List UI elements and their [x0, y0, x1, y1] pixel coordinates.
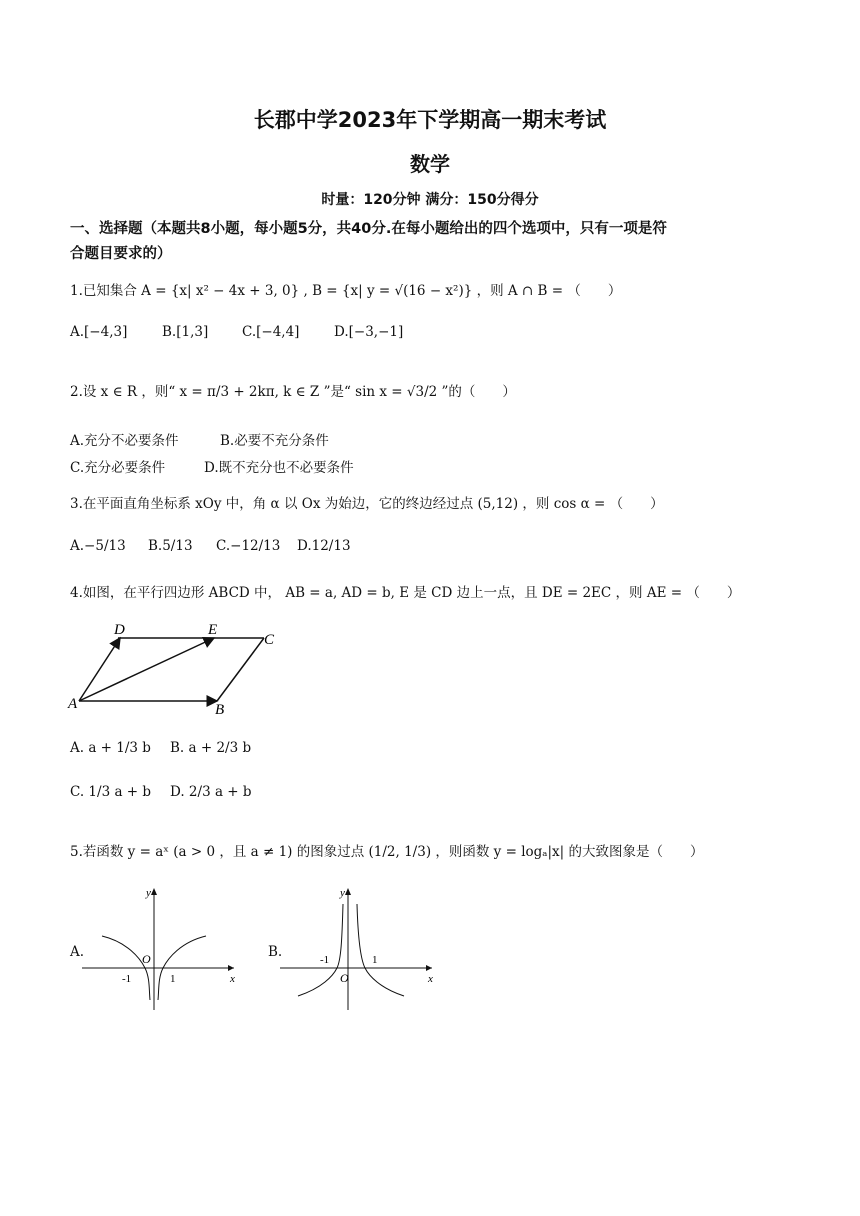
question-3-stem: 3.在平面直角坐标系 xOy 中，角 α 以 Ox 为始边，它的终边经过点 (5,12) ，则 cos α = （ ） — [70, 496, 664, 512]
graph-b-origin: O — [340, 971, 349, 985]
graph-a — [82, 884, 242, 1014]
question-3-option-b: B.5/13 — [148, 538, 193, 554]
question-1-option-b: B.[1,3] — [162, 324, 209, 340]
question-1-option-c: C.[−4,4] — [242, 324, 300, 340]
question-3-option-c: C.−12/13 — [216, 538, 281, 554]
graph-b-one: 1 — [372, 954, 378, 966]
graph-a-neg-one: -1 — [122, 973, 132, 985]
question-4-stem: 4.如图，在平行四边形 ABCD 中， AB = a, AD = b, E 是 CD 边上一点，且 DE = 2EC ，则 AE = （ ） — [70, 585, 741, 601]
section-heading-line2: 合题目要求的） — [70, 246, 172, 262]
graph-b-neg-one: -1 — [320, 954, 330, 966]
question-2-option-a: A.充分不必要条件 — [70, 433, 179, 449]
label-b: B — [215, 702, 225, 718]
question-4-option-b: B. a + 2/3 b — [170, 740, 252, 756]
label-e: E — [208, 622, 218, 638]
question-2-option-d: D.既不充分也不必要条件 — [204, 460, 354, 476]
parallelogram-figure — [64, 618, 284, 718]
graph-a-origin: O — [142, 952, 151, 966]
question-1-option-d: D.[−3,−1] — [334, 324, 404, 340]
question-3-option-d: D.12/13 — [297, 538, 351, 554]
question-4-option-a: A. a + 1/3 b — [70, 740, 151, 756]
question-4-option-d: D. 2/3 a + b — [170, 784, 252, 800]
graph-a-one: 1 — [170, 973, 176, 985]
question-3-option-a: A.−5/13 — [70, 538, 126, 554]
question-2-option-b: B.必要不充分条件 — [220, 433, 329, 449]
question-5-stem: 5.若函数 y = aˣ (a > 0 ，且 a ≠ 1) 的图象过点 (1/2, 1/3) ，则函数 y = logₐ|x| 的大致图象是（ ） — [70, 844, 704, 860]
label-d: D — [114, 622, 125, 638]
graph-b — [280, 884, 440, 1014]
label-a: A — [68, 696, 78, 712]
edge-cb — [217, 638, 264, 701]
question-1-option-a: A.[−4,3] — [70, 324, 128, 340]
graph-b-y-label: y — [340, 887, 345, 899]
section-heading-line1: 一、选择题（本题共8小题，每小题5分，共40分.在每小题给出的四个选项中，只有一项是符 — [70, 221, 667, 237]
graph-a-y-label: y — [146, 887, 151, 899]
question-1-stem: 1.已知集合 A = {x| x² − 4x + 3, 0} , B = {x| y = √(16 − x²)} ，则 A ∩ B = （ ） — [70, 283, 622, 299]
graph-a-label: A. — [70, 944, 85, 960]
question-4-option-c: C. 1/3 a + b — [70, 784, 152, 800]
question-2-option-c: C.充分必要条件 — [70, 460, 166, 476]
graph-b-x-label: x — [428, 973, 433, 985]
question-2-stem: 2.设 x ∈ R ，则“ x = π/3 + 2kπ, k ∈ Z ”是“ sin x = √3/2 ”的（ ） — [70, 384, 516, 400]
exam-title: 长郡中学2023年下学期高一期末考试 — [253, 108, 607, 132]
graph-a-x-label: x — [230, 973, 235, 985]
label-c: C — [264, 632, 275, 648]
subject-title: 数学 — [410, 152, 450, 176]
graph-b-label: B. — [268, 944, 283, 960]
exam-meta: 时量：120分钟 满分：150分得分 — [321, 192, 539, 208]
